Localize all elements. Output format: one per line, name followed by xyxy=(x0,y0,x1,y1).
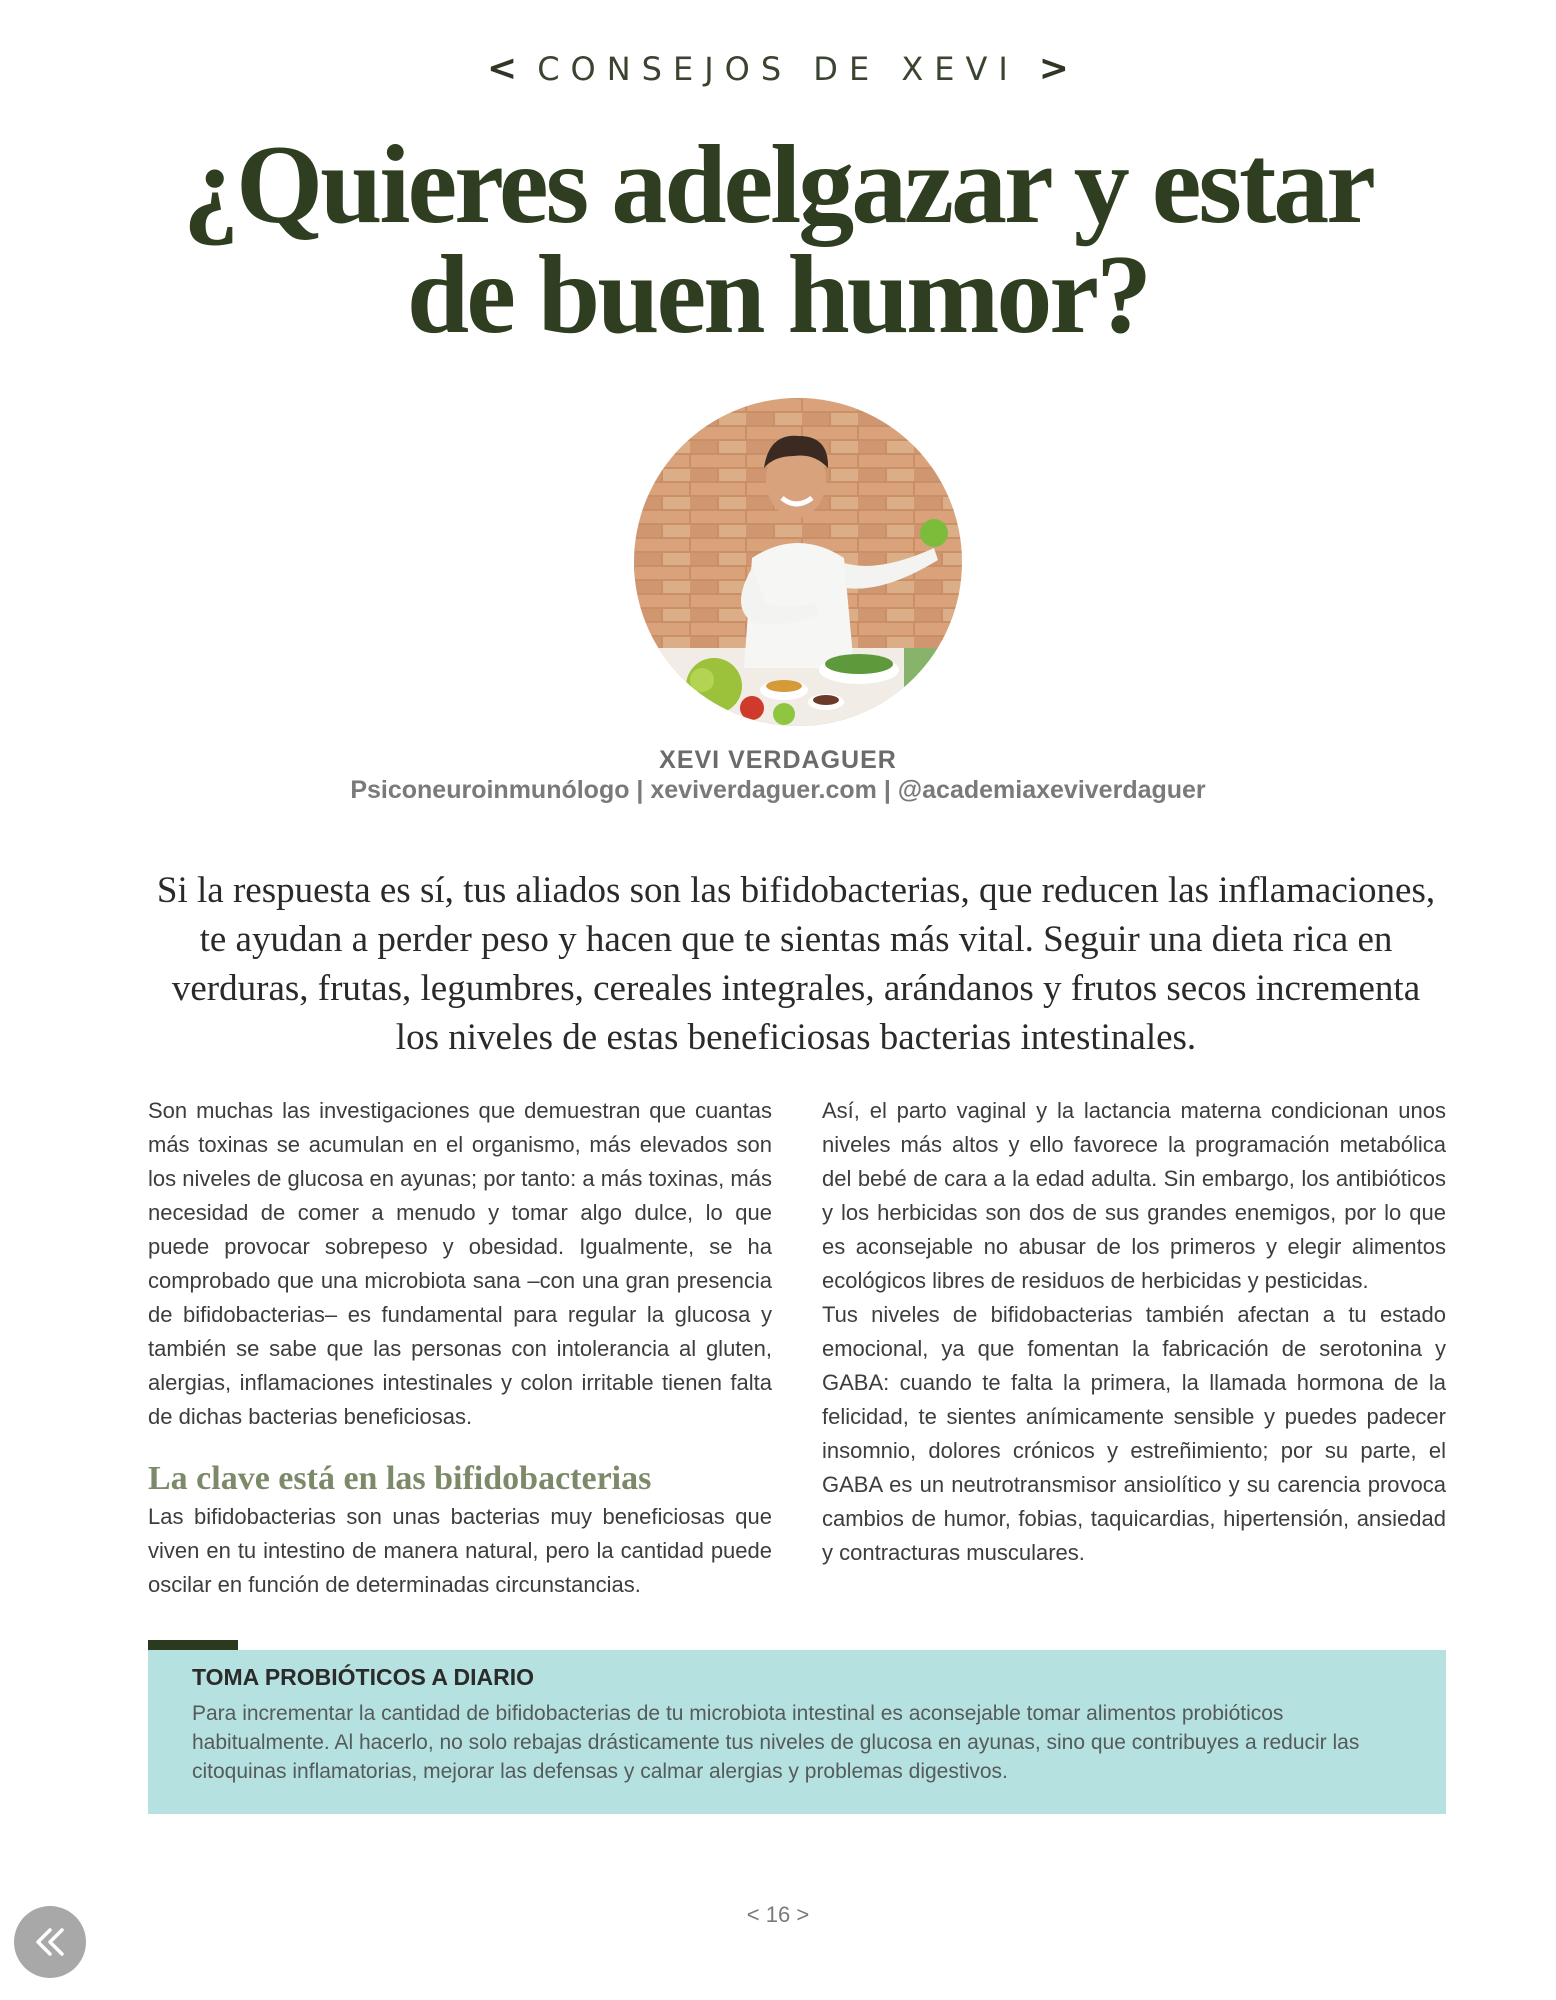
body-paragraph: Tus niveles de bifidobacterias también afectan a tu estado emocional, ya que fomentan la fabricación de serotonina y GABA: cuando te falta la primera, la llamada hormona de la felicidad, te sientes anímicamente sensible y puedes padecer insomnio, dolores crónicos y estreñimiento; por su parte, el GABA es un neutrotransmisor ansiolítico y su carencia provoca cambios de humor, fobias, taquicardias, hipertensión, ansiedad y contracturas musculares. xyxy=(822,1302,1446,1565)
section-kicker xyxy=(0,48,1556,89)
body-paragraph: Son muchas las investigaciones que demuestran que cuantas más toxinas se acumulan en el organismo, más elevados son los niveles de glucosa en ayunas; por tanto: a más toxinas, más necesidad de comer a menudo y tomar algo dulce, lo que puede provocar sobrepeso y obesidad. Igualmente, se ha comprobado que una microbiota sana –con una gran presencia de bifidobacterias– es fundamental para regular la glucosa y también se sabe que las personas con intolerancia al gluten, alergias, inflamaciones intestinales y colon irritable tienen falta de dichas bacterias beneficiosas. xyxy=(148,1098,772,1429)
right-column xyxy=(822,1094,1446,1570)
body-paragraph: Así, el parto vaginal y la lactancia materna condicionan unos niveles más altos y ello favorece la programación metabólica del bebé de cara a la edad adulta. Sin embargo, los antibióticos y los herbicidas son dos de sus grandes enemigos, por lo que es aconsejable no abusar de los primeros y elegir alimentos ecológicos libres de residuos de herbicidas y pesticidas. xyxy=(822,1098,1446,1293)
kicker-text: CONSEJOS DE XEVI xyxy=(537,49,1019,88)
double-chevron-left-icon xyxy=(30,1922,70,1962)
author-role: Psiconeuroinmunólogo | xeviverdaguer.com | @academiaxeviverdaguer xyxy=(350,776,1206,804)
body-paragraph: Las bifidobacterias son unas bacterias muy beneficiosas que viven en tu intestino de manera natural, pero la cantidad puede oscilar en función de determinadas circunstancias. xyxy=(148,1504,772,1597)
page-number: < 16 > xyxy=(746,1902,810,1927)
author-photo xyxy=(634,398,962,726)
kicker-left-chevron: < xyxy=(487,48,518,89)
callout-box xyxy=(148,1650,1446,1814)
callout-title: TOMA PROBIÓTICOS A DIARIO xyxy=(192,1664,535,1690)
article-title: ¿Quieres adelgazar y estar de buen humor? xyxy=(182,123,1374,357)
callout-accent-bar xyxy=(148,1640,238,1650)
author-photo-illustration xyxy=(634,398,962,726)
left-column xyxy=(148,1094,772,1602)
callout-body: Para incrementar la cantidad de bifidobacterias de tu microbiota intestinal es aconsejable tomar alimentos probióticos habitualmente. Al hacerlo, no solo rebajas drásticamente tus niveles de glucosa en ayunas, sino que contribuyes a reducir las citoquinas inflamatorias, mejorar las defensas y calmar alergias y problemas digestivos. xyxy=(192,1702,1360,1783)
section-subheading: La clave está en las bifidobacterias xyxy=(148,1460,652,1497)
back-button[interactable] xyxy=(14,1906,86,1978)
author-name: XEVI VERDAGUER xyxy=(659,746,897,774)
lead-paragraph: Si la respuesta es sí, tus aliados son las bifidobacterias, que reducen las inflamaciones, te ayudan a perder peso y hacen que te sientas más vital. Seguir una dieta rica en verduras, frutas, legumbres, cereales integrales, arándanos y frutos secos incrementa los niveles de estas beneficiosas bacterias intestinales. xyxy=(156,870,1436,1058)
kicker-right-chevron: > xyxy=(1038,48,1069,89)
